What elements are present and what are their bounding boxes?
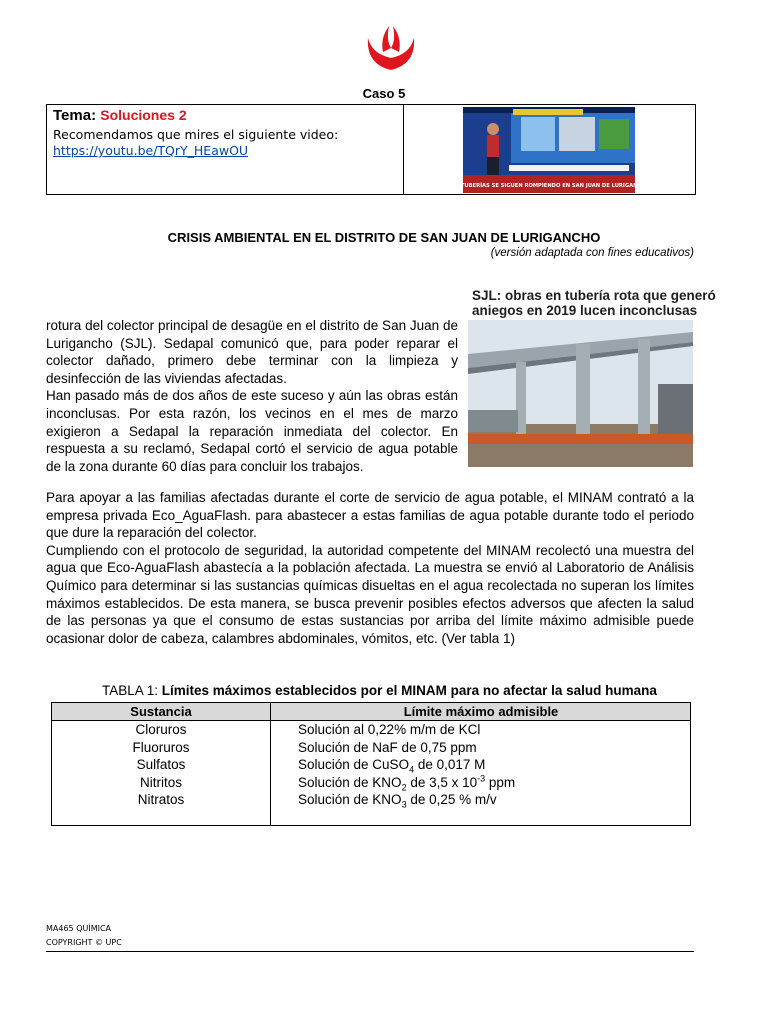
paragraph: rotura del colector principal de desagüe en el distrito de San Juan de Lurigancho (SJL). Sedapal comunicó que, para poder reparar el colector dañado, primero debe terminar con la limpieza y desinfección de las viviendas afectadas. — [46, 318, 458, 386]
table-caption-bold: Límites máximos establecidos por el MINAM para no afectar la salud humana — [161, 683, 657, 698]
substance-cell: Nitritos — [139, 774, 182, 790]
article-paragraph-block-1 — [46, 317, 458, 475]
photo-caption-line2: aniegos en 2019 lucen inconclusas — [472, 303, 698, 318]
table-caption — [102, 683, 657, 698]
thumbnail-caption: LAS TUBERÍAS SE SIGUEN ROMPIENDO EN SAN JUAN DE LURIGANCHO — [447, 183, 651, 189]
topic-box-divider — [403, 105, 404, 194]
paragraph: Cumpliendo con el protocolo de seguridad, la autoridad competente del MINAM recolectó una muestra del agua que Eco-AguaFlash abastecía a la población afectada. La muestra se envió al Laboratorio de Análisis Químico para determinar si las sustancias químicas disueltas en el agua recolectada no superan los límites máximos establecidos. De esta manera, se busca prevenir posibles efectos adversos que afecten la salud de las personas ya que el consumo de estas sustancias por arriba del límite máximo admisible puede ocasionar dolor de cabeza, calambres abdominales, vómitos, etc. (Ver tabla 1) — [46, 542, 694, 646]
footer-copyright: COPYRIGHT © UPC — [46, 938, 122, 947]
limit-cell: Solución al 0,22% m/m de KCl — [298, 722, 481, 737]
video-link[interactable]: https://youtu.be/TQrY_HEawOU — [53, 143, 249, 158]
footer-rule — [46, 951, 694, 952]
limit-cell: Solución de CuSO$_4$ de 0,017 M — [298, 757, 486, 775]
article-subtitle: (versión adaptada con fines educativos) — [490, 247, 694, 259]
article-paragraph-block-2 — [46, 489, 694, 647]
substance-cell: Sulfatos — [136, 757, 186, 773]
table-header-limit: Límite máximo admisible — [403, 704, 559, 719]
table-caption-prefix: TABLA 1: — [102, 683, 162, 698]
news-photo — [468, 284, 716, 467]
table-row — [52, 739, 690, 757]
limit-cell: Solución de $KNO_3$ de 0,25 % m/v — [298, 792, 497, 811]
recommend-text: Recomendamos que mires el siguiente video: — [53, 127, 339, 142]
limit-cell: Solución de $KNO_2$ de 3,5 x $10^{-3}$ ppm — [298, 773, 516, 793]
footer-course: MA465 QUÍMICA — [46, 924, 112, 933]
substance-cell: Fluoruros — [132, 739, 190, 755]
topic-value: Soluciones 2 — [100, 107, 187, 123]
table-row — [52, 791, 690, 809]
upc-logo — [362, 24, 420, 72]
topic-box — [46, 104, 696, 195]
table-row — [52, 721, 690, 739]
table-row — [52, 774, 690, 792]
paragraph: Han pasado más de dos años de este suceso y aún las obras están inconclusas. Por esta razón, los vecinos en el mes de marzo exigieron a Sedapal la reparación inmediata del colector. En respuesta a su reclamó, Sedapal cortó el servicio de agua potable de la zona durante 60 días para concluir los trabajos. — [46, 388, 458, 474]
substance-cell: Nitratos — [137, 792, 185, 808]
video-thumbnail[interactable] — [447, 107, 651, 193]
substance-cell: Cloruros — [135, 722, 187, 737]
topic-label: Tema: — [53, 107, 97, 124]
article-title: CRISIS AMBIENTAL EN EL DISTRITO DE SAN JUAN DE LURIGANCHO — [167, 230, 601, 245]
paragraph: Para apoyar a las familias afectadas durante el corte de servicio de agua potable, el MINAM contrató a la empresa privada Eco_AguaFlash. para abastecer a estas familias de agua potable durante todo el periodo que dure la reparación del colector. — [46, 490, 694, 541]
limits-table — [51, 702, 691, 826]
topic-heading — [53, 107, 187, 124]
table-header-substance: Sustancia — [130, 704, 192, 719]
limit-cell: Solución de NaF de 0,75 ppm — [298, 739, 477, 755]
case-label: Caso 5 — [362, 86, 406, 101]
photo-caption-line1: SJL: obras en tubería rota que generó — [472, 288, 716, 303]
table-row — [52, 756, 690, 774]
